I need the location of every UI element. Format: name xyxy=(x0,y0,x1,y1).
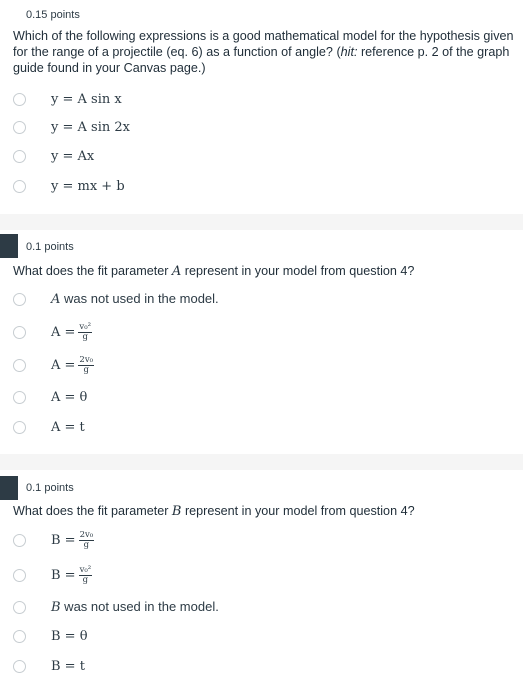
question-1-option-3[interactable] xyxy=(13,145,94,167)
question-1 xyxy=(0,0,523,214)
question-2-text-part: represent in your model from question 4? xyxy=(181,264,415,278)
question-1-text-part: Which of the following expressions is a good mathematical model for the hypothesis given for the range of a projectile (eq. 6) as a function of angle? ( xyxy=(13,29,514,59)
radio-button[interactable] xyxy=(13,601,26,614)
question-1-text xyxy=(13,28,519,76)
fraction xyxy=(78,323,92,342)
question-2-text xyxy=(13,263,519,280)
question-3-option-4[interactable] xyxy=(13,625,88,647)
question-3-text xyxy=(13,503,519,520)
radio-button[interactable] xyxy=(13,630,26,643)
question-1-text-part: reference p. 2 of the graph guide found in your Canvas page.) xyxy=(13,45,510,75)
option-label xyxy=(51,323,92,342)
fraction-denominator: g xyxy=(82,331,88,342)
option-text: was not used in the model. xyxy=(60,291,219,306)
question-marker xyxy=(0,476,18,500)
fraction-denominator: g xyxy=(82,574,89,585)
question-1-option-4[interactable] xyxy=(13,175,125,197)
option-label xyxy=(51,356,94,375)
option-var: A xyxy=(51,292,61,307)
radio-button[interactable] xyxy=(13,121,26,134)
option-label: B = θ xyxy=(51,628,88,644)
option-label xyxy=(51,531,94,550)
option-label: y = Ax xyxy=(51,148,95,164)
question-2-text-part: What does the fit parameter xyxy=(13,264,172,278)
radio-button[interactable] xyxy=(13,180,26,193)
option-lhs: A = xyxy=(51,324,76,340)
question-3-option-3[interactable] xyxy=(13,596,219,618)
radio-button[interactable] xyxy=(13,534,26,547)
radio-button[interactable] xyxy=(13,660,26,673)
radio-button[interactable] xyxy=(13,359,26,372)
fraction-denominator: g xyxy=(83,364,89,375)
fraction xyxy=(78,356,94,375)
option-lhs: B = xyxy=(51,532,76,548)
question-2-option-3[interactable] xyxy=(13,352,94,378)
option-label xyxy=(51,566,92,585)
option-label xyxy=(51,291,219,307)
fraction-numerator: v₀² xyxy=(79,321,92,332)
question-2-option-5[interactable] xyxy=(13,416,85,438)
radio-button[interactable] xyxy=(13,569,26,582)
question-3 xyxy=(0,470,523,700)
option-text: was not used in the model. xyxy=(60,599,219,614)
question-3-text-part: What does the fit parameter xyxy=(13,504,172,518)
fraction-numerator: 2v₀ xyxy=(79,354,94,365)
question-2-param: A xyxy=(171,264,182,279)
question-3-param: B xyxy=(171,504,182,519)
question-2-option-2[interactable] xyxy=(13,319,92,345)
option-label: B = t xyxy=(51,658,85,674)
question-1-option-1[interactable] xyxy=(13,88,122,110)
option-label: y = A sin x xyxy=(51,91,122,107)
question-2 xyxy=(0,230,523,452)
question-1-hint: hit: xyxy=(340,45,358,59)
fraction-denominator: g xyxy=(83,539,90,550)
question-2-points: 0.1 points xyxy=(26,241,74,253)
option-label: y = A sin 2x xyxy=(51,119,130,135)
radio-button[interactable] xyxy=(13,150,26,163)
fraction xyxy=(79,566,93,585)
option-label: A = t xyxy=(51,419,85,435)
radio-button[interactable] xyxy=(13,93,26,106)
option-label: y = mx + b xyxy=(51,178,125,194)
option-label: A = θ xyxy=(51,389,88,405)
question-3-option-1[interactable] xyxy=(13,527,94,553)
radio-button[interactable] xyxy=(13,391,26,404)
radio-button[interactable] xyxy=(13,421,26,434)
question-2-option-1[interactable] xyxy=(13,288,219,310)
question-3-text-part: represent in your model from question 4? xyxy=(181,504,415,518)
question-3-points: 0.1 points xyxy=(26,482,74,494)
question-3-option-5[interactable] xyxy=(13,655,85,677)
question-separator xyxy=(0,454,523,470)
question-marker xyxy=(0,234,18,258)
question-3-option-2[interactable] xyxy=(13,562,92,588)
question-1-points: 0.15 points xyxy=(26,9,80,21)
option-var: B xyxy=(51,600,61,615)
radio-button[interactable] xyxy=(13,293,26,306)
option-label xyxy=(51,599,219,615)
question-separator xyxy=(0,214,523,230)
question-2-option-4[interactable] xyxy=(13,386,87,408)
fraction xyxy=(79,531,95,550)
radio-button[interactable] xyxy=(13,326,26,339)
option-lhs: B = xyxy=(51,567,76,583)
question-1-option-2[interactable] xyxy=(13,116,130,138)
option-lhs: A = xyxy=(51,357,76,373)
fraction-numerator: v₀² xyxy=(79,564,92,575)
fraction-numerator: 2v₀ xyxy=(79,529,94,540)
